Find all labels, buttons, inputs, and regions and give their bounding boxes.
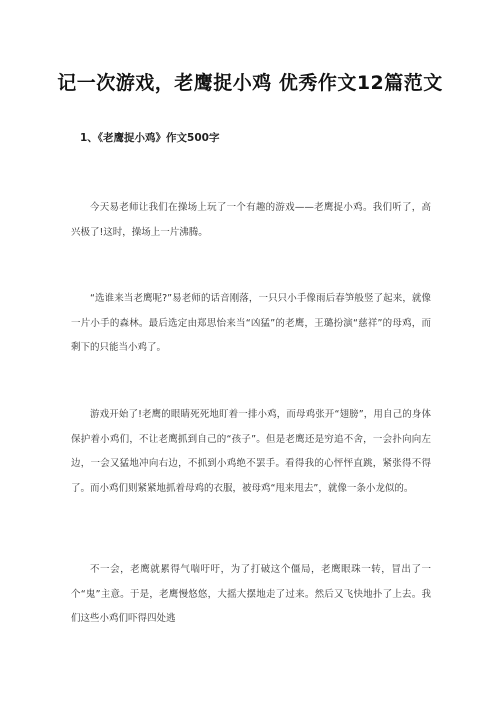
section-heading: 1、《老鹰捉小鸡》作文500字 (80, 132, 220, 144)
paragraph-4: 不一会，老鹰就累得气喘吁吁，为了打破这个僵局，老鹰眼珠一转，冒出了一个“鬼”主意。于是，老鹰慢悠悠，大摇大摆地走了过来。然后又飞快地扑了上去。我们这些小鸡们吓得四处逃 (71, 564, 431, 624)
document-title: 记一次游戏，老鹰捉小鸡 优秀作文12篇范文 (57, 72, 443, 94)
paragraph-1: 今天易老师让我们在操场上玩了一个有趣的游戏——老鹰捉小鸡。我们听了，高兴极了!这时，操场上一片沸腾。 (71, 202, 431, 238)
paragraph-2: “选谁来当老鹰呢?”易老师的话音刚落，一只只小手像雨后春笋般竖了起来，就像一片小手的森林。最后选定由郑思怡来当“凶猛”的老鹰，王璐扮演“慈祥”的母鸡，而剩下的只能当小鸡了。 (71, 293, 431, 353)
paragraph-3: 游戏开始了!老鹰的眼睛死死地盯着一排小鸡，而母鸡张开“翅膀”，用自己的身体保护着小鸡们，不让老鹰抓到自己的“孩子”。但是老鹰还是穷追不舍，一会扑向向左边，一会又猛地冲向右边，不抓到小鸡绝不罢手。看得我的心怦怦直跳，紧张得不得了。而小鸡们则紧紧地抓着母鸡的衣服，被母鸡“甩来甩去”，就像一条小龙似的。 (71, 409, 431, 494)
